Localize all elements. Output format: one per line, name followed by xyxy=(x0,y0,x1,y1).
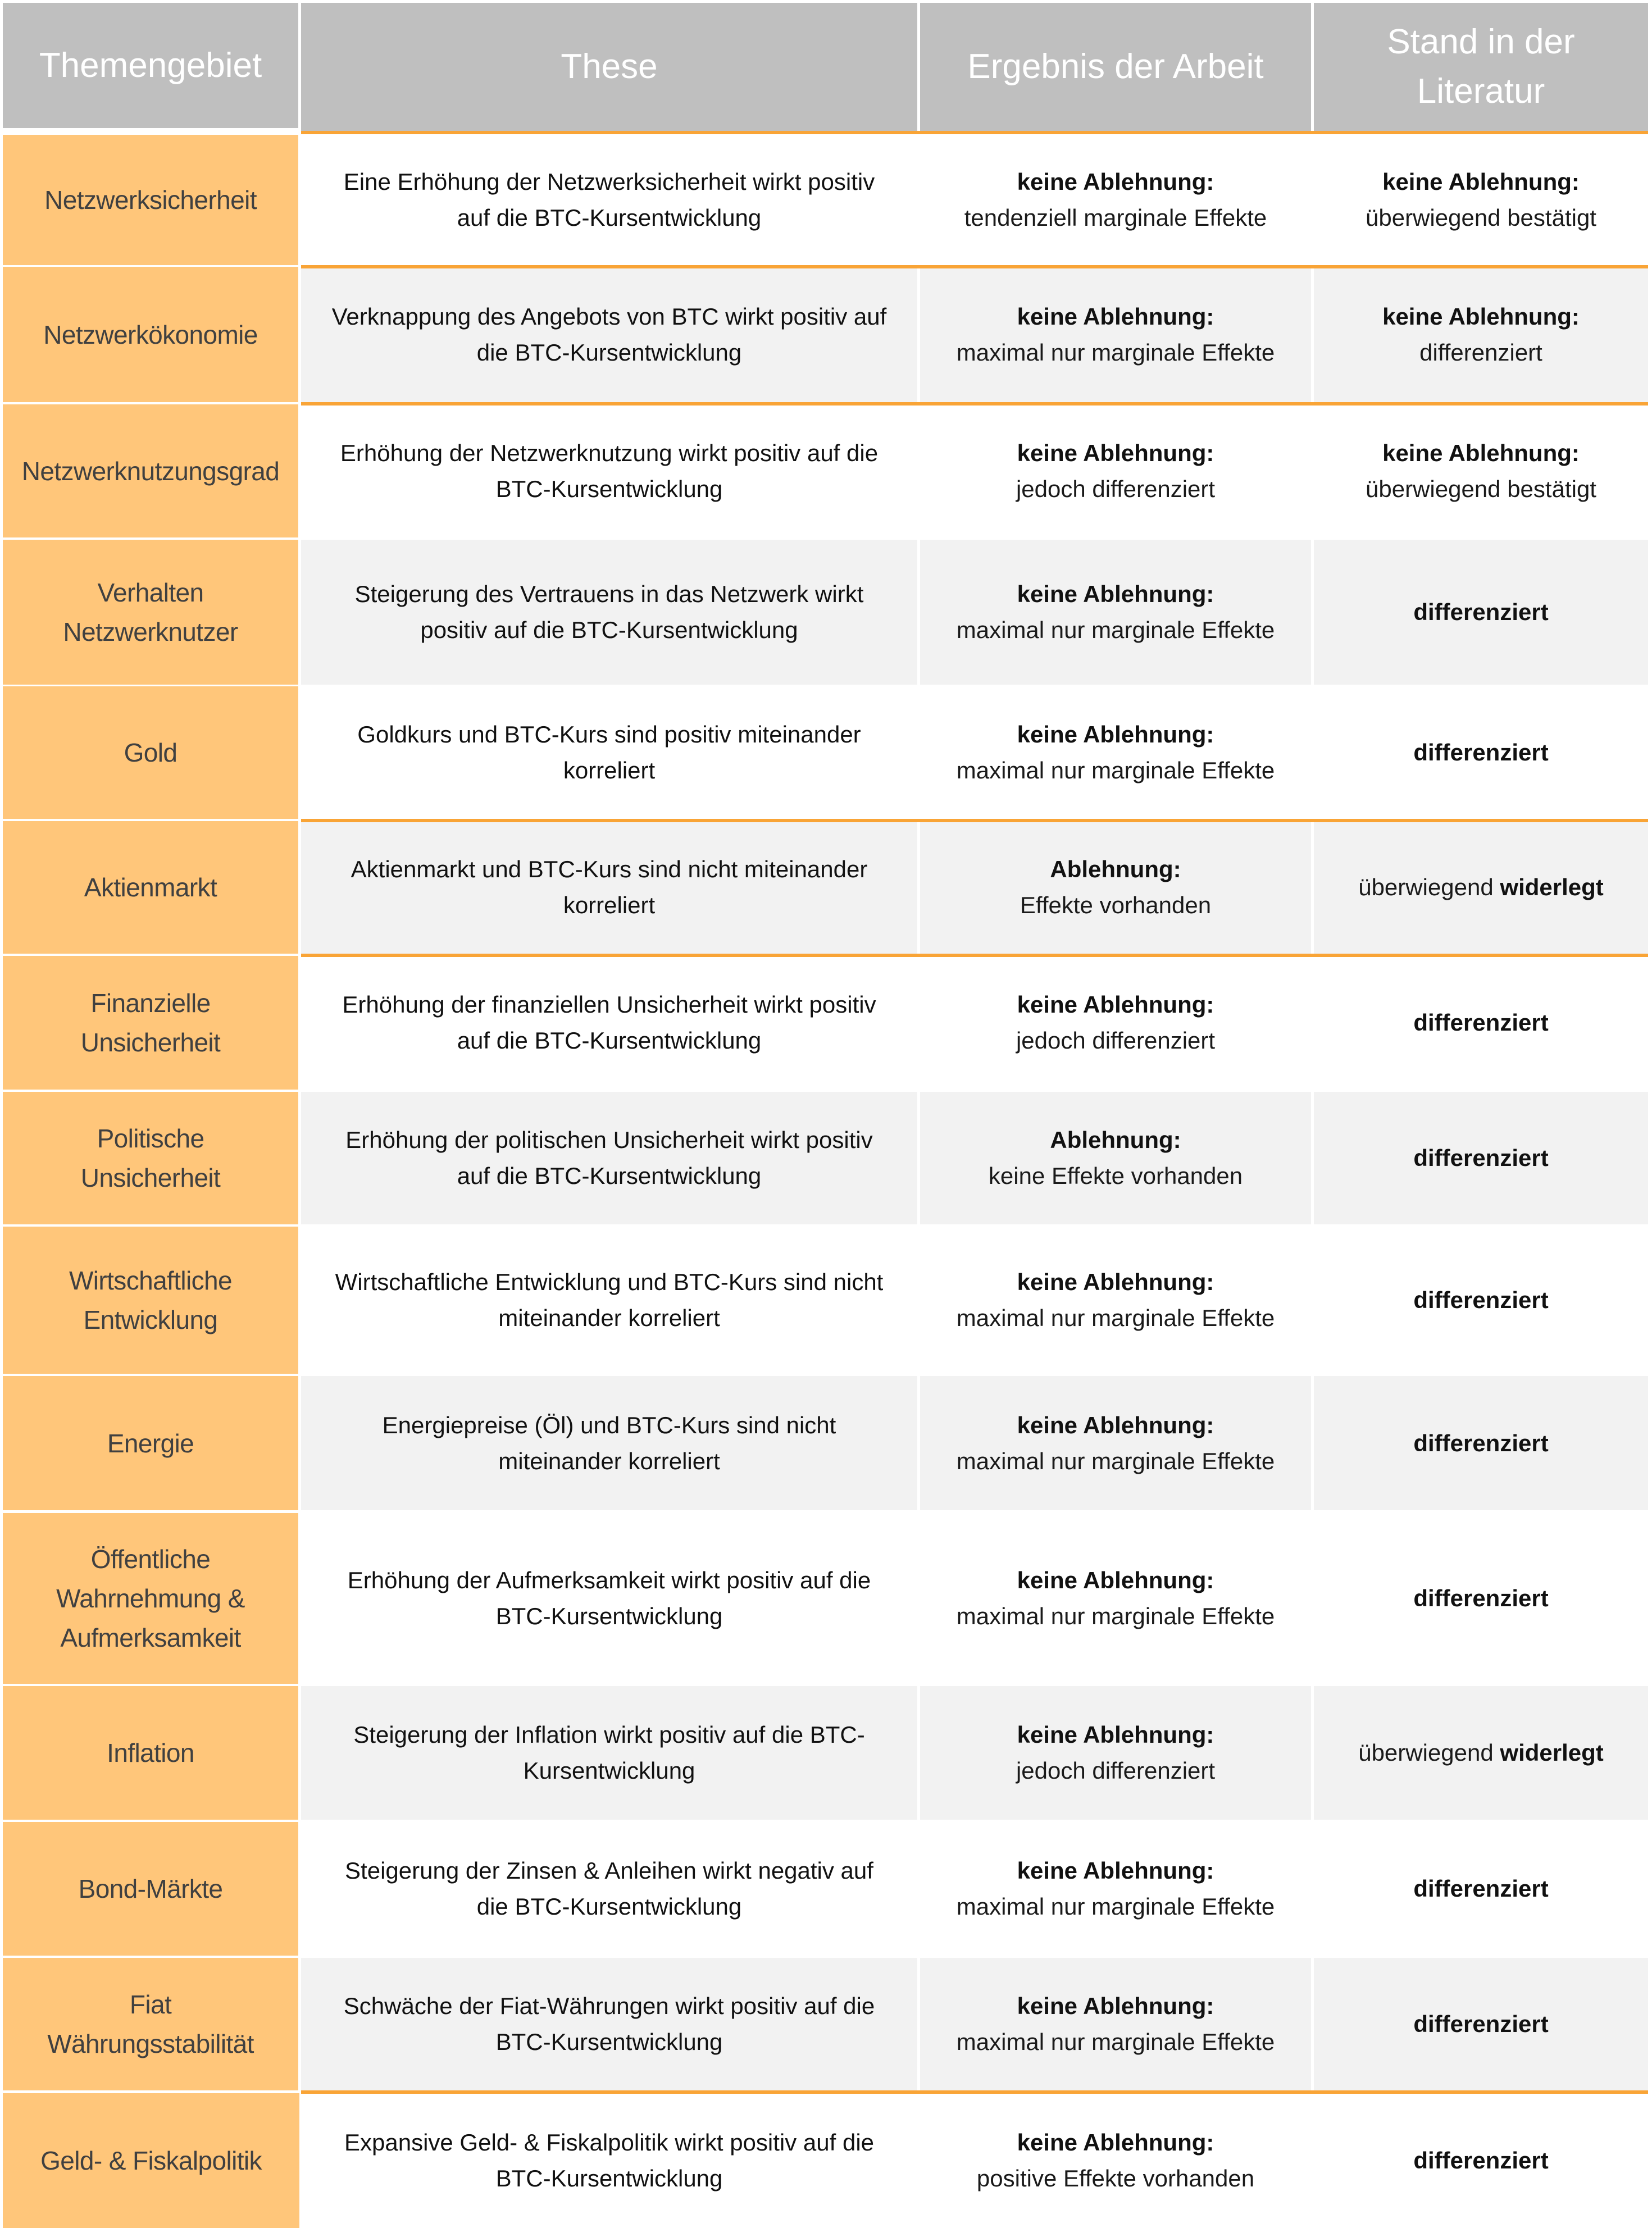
result-verdict: keine Ablehnung: xyxy=(1017,303,1214,330)
topic-label-line: Fiat xyxy=(129,1990,172,2019)
result-detail: Effekte vorhanden xyxy=(1020,892,1212,918)
literature-status-strong: differenziert xyxy=(1413,599,1549,625)
result-verdict: keine Ablehnung: xyxy=(1017,991,1214,1018)
these-cell xyxy=(301,1227,917,1374)
result-cell xyxy=(920,1227,1311,1374)
these-cell xyxy=(301,1376,917,1510)
literature-cell xyxy=(1314,686,1648,819)
topic-label-line: Wirtschaftliche xyxy=(69,1266,233,1295)
result-cell xyxy=(920,404,1311,537)
these-text-line: Schwäche der Fiat-Währungen wirkt positiv auf die xyxy=(343,1993,875,2019)
these-cell xyxy=(301,1686,917,1820)
result-cell xyxy=(920,956,1311,1090)
literature-status-strong: keine Ablehnung: xyxy=(1382,303,1580,330)
these-text-line: miteinander korreliert xyxy=(498,1305,720,1331)
topic-cell xyxy=(3,821,298,954)
header-themengebiet-label: Themengebiet xyxy=(39,45,262,85)
topic-label-line: Netzwerknutzungsgrad xyxy=(21,456,280,486)
result-cell xyxy=(920,1822,1311,1956)
result-verdict: keine Ablehnung: xyxy=(1017,1411,1214,1438)
header-themengebiet xyxy=(3,3,298,128)
these-text-line: Verknappung des Angebots von BTC wirkt positiv auf xyxy=(331,303,887,330)
these-text-line: miteinander korreliert xyxy=(498,1447,720,1474)
these-text-line: BTC-Kursentwicklung xyxy=(495,2029,723,2055)
result-detail: maximal nur marginale Effekte xyxy=(956,1447,1275,1474)
result-verdict: Ablehnung: xyxy=(1050,1127,1181,1153)
these-cell xyxy=(301,540,917,685)
these-cell xyxy=(301,2093,917,2228)
these-text-line: korreliert xyxy=(563,892,656,918)
these-text-line: positiv auf die BTC-Kursentwicklung xyxy=(420,617,798,643)
these-cell xyxy=(301,1092,917,1224)
result-detail: jedoch differenziert xyxy=(1016,475,1216,502)
topic-label-line: Unsicherheit xyxy=(80,1163,221,1192)
these-text-line: auf die BTC-Kursentwicklung xyxy=(457,1163,762,1189)
header-literatur-label-line2: Literatur xyxy=(1417,72,1545,111)
accent-separator-line xyxy=(301,265,1648,268)
these-text-line: die BTC-Kursentwicklung xyxy=(476,339,742,366)
topic-label-line: Öffentliche xyxy=(90,1544,211,1574)
topic-cell xyxy=(3,267,298,402)
result-verdict: keine Ablehnung: xyxy=(1017,721,1214,748)
literature-status-prefix: überwiegend xyxy=(1358,1739,1494,1766)
these-text-line: Erhöhung der Netzwerknutzung wirkt positiv auf die xyxy=(340,439,879,466)
these-cell xyxy=(301,1958,917,2090)
these-text-line: Expansive Geld- & Fiskalpolitik wirkt positiv auf die xyxy=(344,2129,875,2156)
result-verdict: keine Ablehnung: xyxy=(1017,581,1214,607)
these-text-line: Energiepreise (Öl) und BTC-Kurs sind nicht xyxy=(382,1411,836,1438)
result-detail: tendenziell marginale Effekte xyxy=(964,204,1267,231)
result-verdict: keine Ablehnung: xyxy=(1017,439,1214,466)
these-text-line: auf die BTC-Kursentwicklung xyxy=(457,1027,762,1054)
literature-cell xyxy=(1314,1686,1648,1820)
header-ergebnis-label: Ergebnis der Arbeit xyxy=(967,47,1264,86)
literature-cell xyxy=(1314,1958,1648,2090)
these-text-line: BTC-Kursentwicklung xyxy=(495,1603,723,1629)
result-verdict: keine Ablehnung: xyxy=(1017,1269,1214,1295)
topic-cell xyxy=(3,686,298,819)
topic-label-line: Aufmerksamkeit xyxy=(60,1623,241,1652)
these-cell xyxy=(301,1513,917,1684)
literature-cell xyxy=(1314,1822,1648,1956)
topic-label-line: Währungsstabilität xyxy=(47,2029,254,2058)
literature-status-strong: differenziert xyxy=(1413,739,1549,766)
literature-cell xyxy=(1314,1513,1648,1684)
topic-cell xyxy=(3,404,298,537)
topic-label-line: Geld- & Fiskalpolitik xyxy=(40,2146,262,2175)
result-verdict: keine Ablehnung: xyxy=(1017,1721,1214,1748)
literature-status-strong: differenziert xyxy=(1413,2011,1549,2037)
these-text-line: Aktienmarkt und BTC-Kurs sind nicht miteinander xyxy=(351,856,868,882)
literature-cell xyxy=(1314,540,1648,685)
these-cell xyxy=(301,267,917,402)
header-these xyxy=(301,3,917,131)
result-detail: maximal nur marginale Effekte xyxy=(956,339,1275,366)
result-verdict: keine Ablehnung: xyxy=(1017,168,1214,195)
result-verdict: keine Ablehnung: xyxy=(1017,1993,1214,2019)
literature-status-strong: keine Ablehnung: xyxy=(1382,439,1580,466)
result-verdict: Ablehnung: xyxy=(1050,856,1181,882)
result-detail: maximal nur marginale Effekte xyxy=(956,617,1275,643)
these-text-line: Erhöhung der Aufmerksamkeit wirkt positiv auf die xyxy=(347,1567,871,1593)
topic-cell xyxy=(3,1092,298,1224)
result-cell xyxy=(920,1958,1311,2090)
result-detail: maximal nur marginale Effekte xyxy=(956,2029,1275,2055)
these-cell xyxy=(301,135,917,265)
accent-separator-line xyxy=(301,131,1648,134)
these-cell xyxy=(301,686,917,819)
result-cell xyxy=(920,1513,1311,1684)
these-text-line: Steigerung des Vertrauens in das Netzwerk wirkt xyxy=(354,581,864,607)
result-cell xyxy=(920,821,1311,954)
topic-label-line: Netzwerkökonomie xyxy=(43,320,258,349)
header-literatur xyxy=(1314,3,1648,131)
literature-status-strong: differenziert xyxy=(1413,1145,1549,1171)
literature-status-strong: differenziert xyxy=(1413,1875,1549,1902)
literature-status-detail: überwiegend bestätigt xyxy=(1366,475,1596,502)
these-cell xyxy=(301,821,917,954)
literature-cell xyxy=(1314,1227,1648,1374)
header-ergebnis xyxy=(920,3,1311,131)
topic-label-line: Verhalten xyxy=(97,578,204,607)
these-text-line: Wirtschaftliche Entwicklung und BTC-Kurs sind nicht xyxy=(335,1269,884,1295)
literature-status-strong: keine Ablehnung: xyxy=(1382,168,1580,195)
literature-status-strong: differenziert xyxy=(1413,1429,1549,1456)
topic-cell xyxy=(3,1376,298,1510)
topic-cell xyxy=(3,1686,298,1820)
literature-status-strong: differenziert xyxy=(1413,1585,1549,1611)
literature-status-strong: differenziert xyxy=(1413,1287,1549,1313)
result-verdict: keine Ablehnung: xyxy=(1017,1857,1214,1884)
topic-label-line: Finanzielle xyxy=(90,988,211,1018)
result-cell xyxy=(920,135,1311,265)
accent-separator-line xyxy=(301,402,1648,405)
topic-label-line: Energie xyxy=(107,1428,194,1458)
topic-label-line: Aktienmarkt xyxy=(84,873,217,902)
these-text-line: korreliert xyxy=(563,757,656,783)
literature-status-strong: widerlegt xyxy=(1500,1739,1604,1766)
result-verdict: keine Ablehnung: xyxy=(1017,1567,1214,1593)
topic-cell xyxy=(3,1958,298,2090)
literature-cell xyxy=(1314,1376,1648,1510)
header-these-label: These xyxy=(561,47,658,86)
literature-status-strong: widerlegt xyxy=(1500,874,1604,900)
result-cell xyxy=(920,2093,1311,2228)
these-cell xyxy=(301,404,917,537)
topic-cell xyxy=(3,1513,298,1684)
topic-cell xyxy=(3,540,298,685)
result-detail: jedoch differenziert xyxy=(1016,1757,1216,1784)
these-text-line: Eine Erhöhung der Netzwerksicherheit wirkt positiv xyxy=(343,168,875,195)
these-text-line: auf die BTC-Kursentwicklung xyxy=(457,204,762,231)
literature-cell xyxy=(1314,821,1648,954)
result-cell xyxy=(920,1686,1311,1820)
topic-label-line: Gold xyxy=(124,738,178,767)
these-text-line: Goldkurs und BTC-Kurs sind positiv miteinander xyxy=(357,721,861,748)
topic-cell xyxy=(3,1227,298,1374)
result-detail: maximal nur marginale Effekte xyxy=(956,1603,1275,1629)
these-text-line: BTC-Kursentwicklung xyxy=(495,475,723,502)
literature-status-strong: differenziert xyxy=(1413,1009,1549,1036)
result-cell xyxy=(920,686,1311,819)
these-text-line: Steigerung der Zinsen & Anleihen wirkt negativ auf xyxy=(345,1857,873,1884)
literature-status xyxy=(1358,1735,1604,1771)
topic-label-line: Politische xyxy=(97,1124,204,1153)
topic-label-line: Unsicherheit xyxy=(80,1028,221,1057)
accent-separator-line xyxy=(301,954,1648,957)
result-verdict: keine Ablehnung: xyxy=(1017,2129,1214,2156)
literature-cell xyxy=(1314,135,1648,265)
result-detail: maximal nur marginale Effekte xyxy=(956,1893,1275,1920)
literature-cell xyxy=(1314,267,1648,402)
literature-status-detail: differenziert xyxy=(1419,339,1542,366)
accent-separator-line xyxy=(301,819,1648,822)
topic-cell xyxy=(3,2093,299,2228)
result-cell xyxy=(920,1092,1311,1224)
result-cell xyxy=(920,267,1311,402)
these-cell xyxy=(301,956,917,1090)
these-cell xyxy=(301,1822,917,1956)
these-text-line: die BTC-Kursentwicklung xyxy=(476,1893,742,1920)
these-text-line: BTC-Kursentwicklung xyxy=(495,2165,723,2191)
literature-status-detail: überwiegend bestätigt xyxy=(1366,204,1596,231)
literature-cell xyxy=(1314,2093,1648,2228)
literature-cell xyxy=(1314,404,1648,537)
topic-label-line: Entwicklung xyxy=(83,1305,218,1334)
literature-status-strong: differenziert xyxy=(1413,2147,1549,2174)
result-detail: maximal nur marginale Effekte xyxy=(956,1305,1275,1331)
topic-cell xyxy=(3,1822,298,1956)
these-text-line: Steigerung der Inflation wirkt positiv auf die BTC- xyxy=(353,1721,865,1748)
result-detail: jedoch differenziert xyxy=(1016,1027,1216,1054)
topic-cell xyxy=(3,956,298,1090)
accent-separator-line xyxy=(301,2090,1648,2094)
these-text-line: Erhöhung der finanziellen Unsicherheit wirkt positiv xyxy=(342,991,876,1018)
topic-label-line: Wahrnehmung & xyxy=(56,1584,245,1613)
topic-label-line: Netzwerknutzer xyxy=(63,617,238,646)
literature-cell xyxy=(1314,956,1648,1090)
result-cell xyxy=(920,1376,1311,1510)
literature-status xyxy=(1358,869,1604,905)
topic-cell xyxy=(3,135,298,265)
topic-label-line: Netzwerksicherheit xyxy=(44,185,257,215)
literature-status-prefix: überwiegend xyxy=(1358,874,1494,900)
topic-label-line: Inflation xyxy=(107,1738,194,1767)
literature-cell xyxy=(1314,1092,1648,1224)
result-detail: positive Effekte vorhanden xyxy=(976,2165,1255,2191)
topic-label-line: Bond-Märkte xyxy=(78,1874,223,1903)
result-detail: maximal nur marginale Effekte xyxy=(956,757,1275,783)
result-detail: keine Effekte vorhanden xyxy=(988,1163,1243,1189)
these-text-line: Kursentwicklung xyxy=(523,1757,695,1784)
header-literatur-label-line1: Stand in der xyxy=(1387,22,1575,61)
these-text-line: Erhöhung der politischen Unsicherheit wirkt positiv xyxy=(345,1127,873,1153)
result-cell xyxy=(920,540,1311,685)
